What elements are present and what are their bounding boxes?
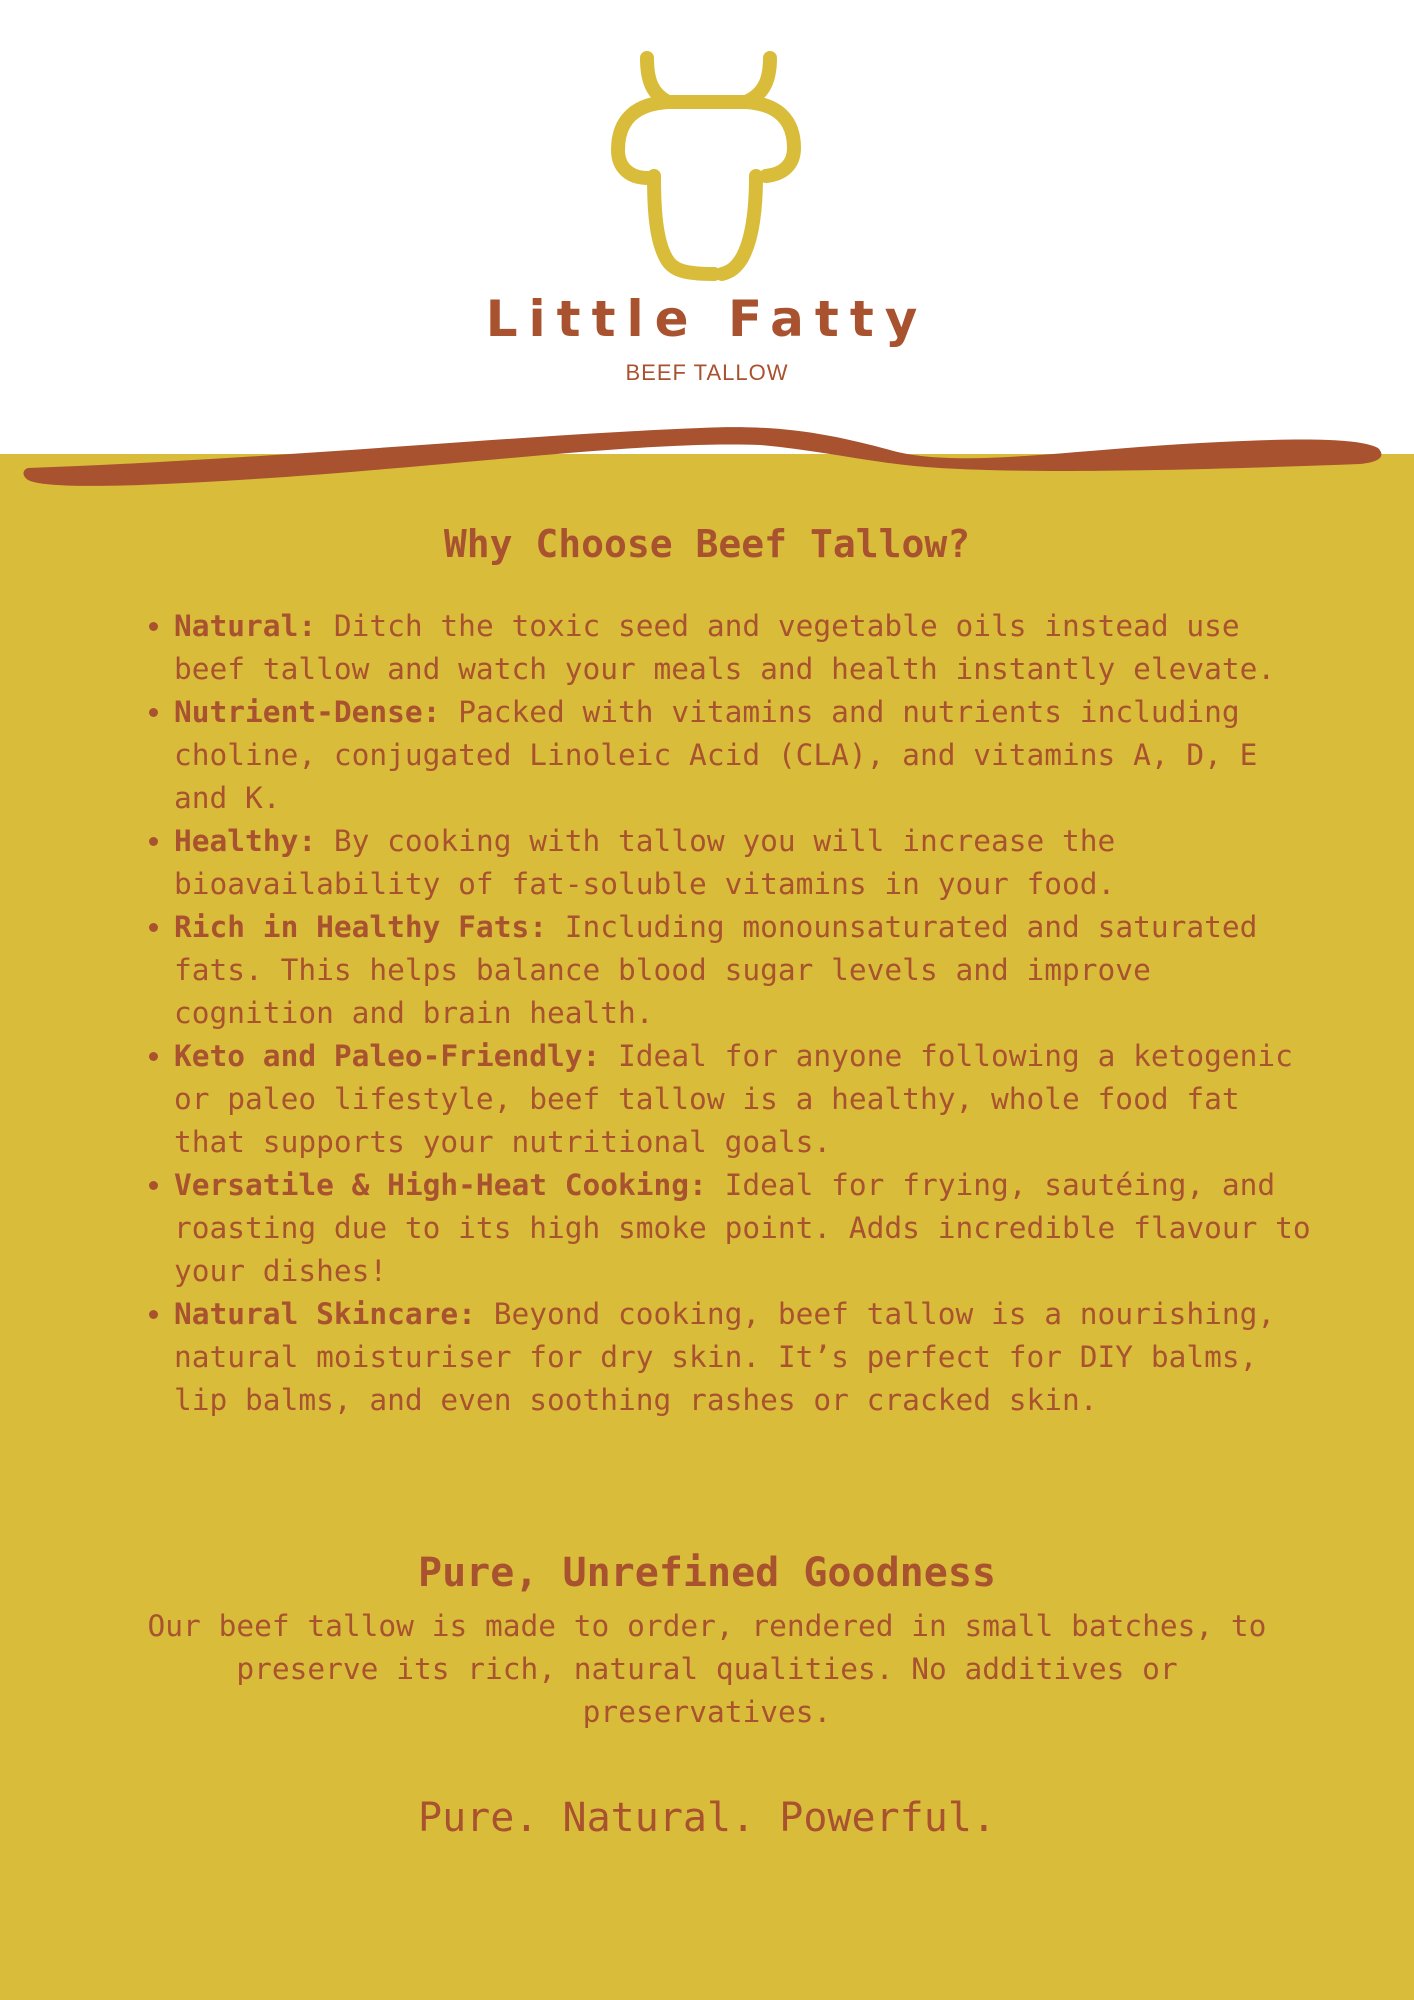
- benefit-label: Natural:: [174, 609, 317, 643]
- list-item: [174, 1164, 1314, 1293]
- list-item: [174, 605, 1314, 691]
- section-title-pure: Pure, Unrefined Goodness: [418, 1550, 996, 1596]
- cow-head-icon: [580, 50, 830, 290]
- benefit-text: Ideal for frying, sautéing, and roasting due to its high smoke point. Adds incredible flavour to your dishes!: [174, 1168, 1311, 1288]
- benefit-text: Ditch the toxic seed and vegetable oils instead use beef tallow and watch your meals and health instantly elevate.: [174, 609, 1276, 686]
- list-item: [174, 1293, 1314, 1422]
- pure-description: Our beef tallow is made to order, rendered in small batches, to preserve its rich, natural qualities. No additives or preservatives.: [147, 1609, 1267, 1729]
- benefit-text: Packed with vitamins and nutrients including choline, conjugated Linoleic Acid (CLA), and vitamins A, D, E and K.: [174, 695, 1258, 815]
- benefit-text: Beyond cooking, beef tallow is a nourishing, natural moisturiser for dry skin. It’s perfect for DIY balms, lip balms, and even soothing rashes or cracked skin.: [174, 1297, 1276, 1417]
- brand-subtitle: BEEF TALLOW: [625, 360, 789, 385]
- benefit-label: Keto and Paleo-Friendly:: [174, 1039, 601, 1073]
- benefit-text: Ideal for anyone following a ketogenic or paleo lifestyle, beef tallow is a healthy, whole food fat that supports your nutritional goals.: [174, 1039, 1293, 1159]
- benefits-list: [140, 605, 1314, 1422]
- swoosh-divider: [0, 420, 1414, 500]
- benefit-label: Nutrient-Dense:: [174, 695, 441, 729]
- benefit-label: Natural Skincare:: [174, 1297, 476, 1331]
- benefit-label: Rich in Healthy Fats:: [174, 910, 547, 944]
- list-item: [174, 691, 1314, 820]
- section-title-why: Why Choose Beef Tallow?: [443, 522, 971, 566]
- list-item: [174, 1035, 1314, 1164]
- tagline: Pure. Natural. Powerful.: [418, 1795, 996, 1841]
- header: [0, 0, 1414, 454]
- brand-name: Little Fatty: [485, 290, 929, 348]
- benefit-text: By cooking with tallow you will increase the bioavailability of fat-soluble vitamins in your food.: [174, 824, 1116, 901]
- benefit-text: Including monounsaturated and saturated fats. This helps balance blood sugar levels and improve cognition and brain health.: [174, 910, 1258, 1030]
- benefit-label: Healthy:: [174, 824, 317, 858]
- list-item: [174, 820, 1314, 906]
- list-item: [174, 906, 1314, 1035]
- benefit-label: Versatile & High-Heat Cooking:: [174, 1168, 707, 1202]
